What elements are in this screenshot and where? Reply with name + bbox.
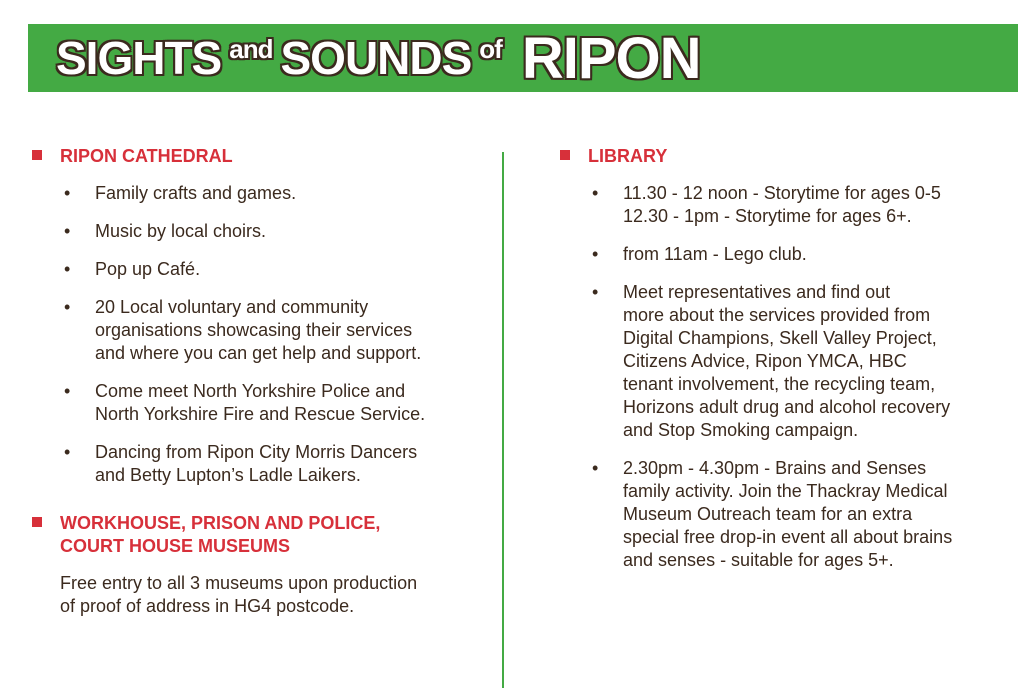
bullet-dot-icon: • [64,259,71,279]
list-item: • Come meet North Yorkshire Police and North Yorkshire Fire and Rescue Service. [32,380,472,426]
bullet-dot-icon: • [592,458,599,478]
section-heading-museums [32,512,472,558]
left-column [32,145,472,618]
section-heading-library [560,145,1000,168]
museums-paragraph: Free entry to all 3 museums upon production of proof of address in HG4 postcode. [60,573,418,616]
list-item: • Pop up Café. [32,258,472,281]
bullet-dot-icon: • [64,297,71,317]
bullet-dot-icon: • [64,221,71,241]
heading-text: RIPON CATHEDRAL [60,146,233,166]
bullet-dot-icon: • [64,442,71,462]
title-sounds: SOUNDS [280,32,472,84]
list-item: • 11.30 - 12 noon - Storytime for ages 0-5 12.30 - 1pm - Storytime for ages 6+. [560,182,1000,228]
list-item: • Family crafts and games. [32,182,472,205]
column-divider [502,152,504,688]
right-column [560,145,1000,587]
library-list [560,182,1000,572]
square-bullet-icon [560,150,570,160]
square-bullet-icon [32,150,42,160]
title-of: of [479,33,502,64]
title-sights: SIGHTS [56,32,222,84]
list-item: • 2.30pm - 4.30pm - Brains and Senses family activity. Join the Thackray Medical Museum Outreach team for an extra special free drop-in event all about brains and senses - suitable for ages 5+. [560,457,1000,572]
bullet-dot-icon: • [64,183,71,203]
section-heading-cathedral [32,145,472,168]
heading-text: LIBRARY [588,146,668,166]
heading-text: WORKHOUSE, PRISON AND POLICE, COURT HOUSE MUSEUMS [60,513,381,556]
title-and: and [229,33,273,64]
list-item: • 20 Local voluntary and community organisations showcasing their services and where you can get help and support. [32,296,472,365]
bullet-dot-icon: • [592,282,599,302]
square-bullet-icon [32,517,42,527]
bullet-dot-icon: • [592,244,599,264]
list-item: • Music by local choirs. [32,220,472,243]
cathedral-list [32,182,472,487]
list-item: • Meet representatives and find out more about the services provided from Digital Champions, Skell Valley Project, Citizens Advice, Ripon YMCA, HBC tenant involvement, the recycling team, Horizons adult drug and alcohol recovery and Stop Smoking campaign. [560,281,1000,442]
list-item: • Dancing from Ripon City Morris Dancers and Betty Lupton’s Ladle Laikers. [32,441,472,487]
bullet-dot-icon: • [592,183,599,203]
list-item: • from 11am - Lego club. [560,243,1000,266]
title-ripon: RIPON [521,25,701,91]
title-banner [28,24,1018,92]
bullet-dot-icon: • [64,381,71,401]
